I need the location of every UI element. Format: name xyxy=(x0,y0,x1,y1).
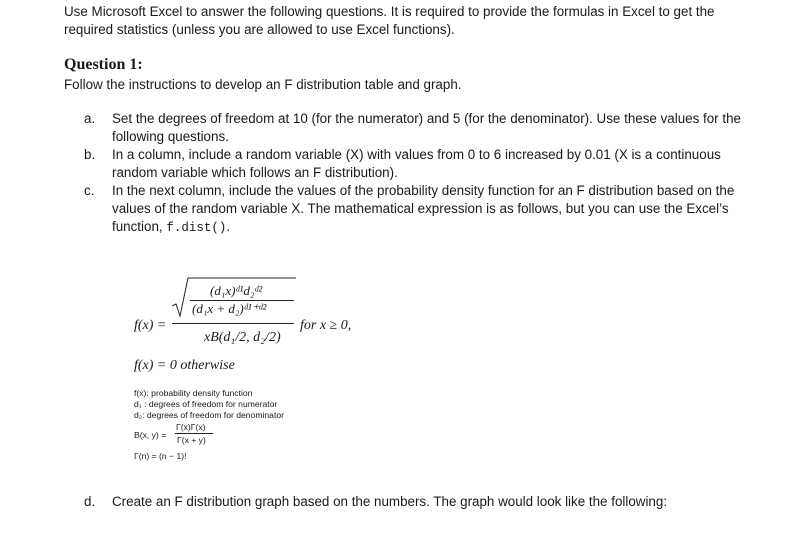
item-text: In a column, include a random variable (X) with values from 0 to 6 increased by 0.01 (X is a continuous random variable which follows an F distribution). xyxy=(112,147,721,180)
question-title: Question 1: xyxy=(64,56,143,73)
item-label: c. xyxy=(84,183,95,198)
beta-fraction-bar xyxy=(175,433,213,434)
beta-lhs: B(x, y) = xyxy=(134,430,167,440)
formula-otherwise: f(x) = 0 otherwise xyxy=(134,358,235,373)
gamma-definition: Γ(n) = (n − 1)! xyxy=(134,451,187,461)
item-label: b. xyxy=(84,147,96,162)
intro-text: Use Microsoft Excel to answer the following questions. It is required to provide the formulas in Excel to get the required statistics (unless you are allowed to use Excel functions). xyxy=(64,4,715,37)
item-label: a. xyxy=(84,111,96,126)
legend-d2: d₂: degrees of freedom for denominator xyxy=(134,410,284,420)
item-text: Create an F distribution graph based on the numbers. The graph would look like the following: xyxy=(112,494,668,509)
formula-num-top: (d₁x)ᵈ¹d₂ᵈ² xyxy=(210,283,263,298)
legend-d1: d₁ : degrees of freedom for numerator xyxy=(134,399,278,409)
beta-numerator: Γ(x)Γ(x) xyxy=(176,422,206,432)
question-description: Follow the instructions to develop an F distribution table and graph. xyxy=(64,77,462,92)
formula-condition: for x ≥ 0, xyxy=(300,318,352,333)
item-text: In the next column, include the values of the probability density function for an F distribution based on the values of the random variable X. The mathematical expression is as follows, but you can use the Excel’s function, f.dist(). xyxy=(112,183,735,235)
formula-num-bottom: (d₁x + d₂)ᵈ¹⁺ᵈ² xyxy=(192,301,267,316)
excel-function-code: f.dist() xyxy=(166,221,227,235)
formula-lhs: f(x) = xyxy=(134,318,167,333)
main-fraction-bar xyxy=(172,323,294,324)
formula-denominator: xB(d₁/2, d₂/2) xyxy=(204,330,281,345)
legend-pdf: f(x): probability density function xyxy=(134,388,253,398)
item-label: d. xyxy=(84,494,96,509)
item-text: Set the degrees of freedom at 10 (for the numerator) and 5 (for the denominator). Use these values for the following questions. xyxy=(112,111,741,144)
beta-denominator: Γ(x + y) xyxy=(177,435,206,445)
